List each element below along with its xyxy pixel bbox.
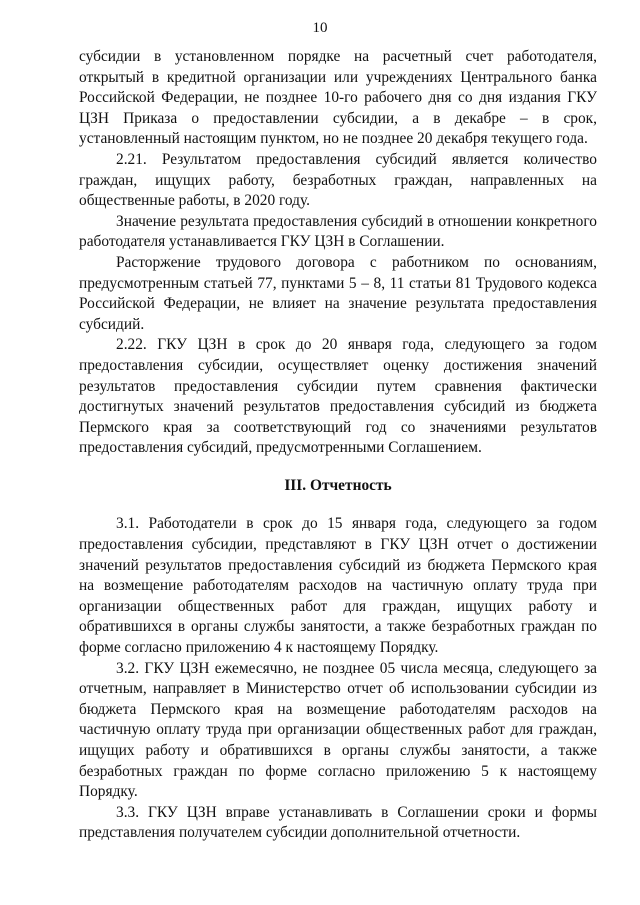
paragraph-result-value: Значение результата предоставления субсидий в отношении конкретного работодателя устанавливается ГКУ ЦЗН в Соглашении. — [79, 212, 597, 251]
document-body — [79, 47, 597, 844]
paragraph-contract-termination: Расторжение трудового договора с работником по основаниям, предусмотренным статьей 77, пунктами 5 – 8, 11 статьи 81 Трудового кодекса Российской Федерации, не влияет на значение результата предоставления субсидий. — [79, 253, 597, 333]
paragraph-3-2: 3.2. ГКУ ЦЗН ежемесячно, не позднее 05 числа месяца, следующего за отчетным, направляет в Министерство отчет об использовании субсидии из бюджета Пермского края на возмещение работодателям расходов на частичную оплату труда при организации общественных работ для граждан, ищущих работу и обратившихся в органы службы занятости, а также безработных граждан по форме согласно приложению 5 к настоящему Порядку. — [79, 659, 597, 801]
page-number: 10 — [312, 20, 328, 36]
section-heading: III. Отчетность — [284, 476, 392, 494]
paragraph-3-1: 3.1. Работодатели в срок до 15 января года, следующего за годом предоставления субсидии, представляют в ГКУ ЦЗН отчет о достижении значений результатов предоставления субсидий из бюджета Пермского края на возмещение работодателям расходов на частичную оплату труда при организации общественных работ для граждан, ищущих работу и обратившихся в органы службы занятости, а также безработных граждан по форме согласно приложению 4 к настоящему Порядку. — [79, 515, 597, 657]
paragraph-3-3: 3.3. ГКУ ЦЗН вправе устанавливать в Соглашении сроки и формы представления получателем субсидии дополнительной отчетности. — [79, 803, 597, 842]
paragraph-2-21: 2.21. Результатом предоставления субсидий является количество граждан, ищущих работу, безработных граждан, направленных на общественные работы, в 2020 году. — [79, 150, 597, 210]
paragraph-2-22: 2.22. ГКУ ЦЗН в срок до 20 января года, следующего за годом предоставления субсидии, осуществляет оценку достижения значений результатов предоставления субсидии путем сравнения фактически достигнутых значений результатов предоставления субсидий из бюджета Пермского края за соответствующий год со значениями результатов предоставления субсидий, предусмотренными Соглашением. — [79, 336, 597, 457]
paragraph-continuation: субсидии в установленном порядке на расчетный счет работодателя, открытый в кредитной организации или учреждениях Центрального банка Российской Федерации, не позднее 10-го рабочего дня со дня издания ГКУ ЦЗН Приказа о предоставлении субсидии, а в декабре – в срок, установленный настоящим пунктом, но не позднее 20 декабря текущего года. — [79, 48, 597, 148]
